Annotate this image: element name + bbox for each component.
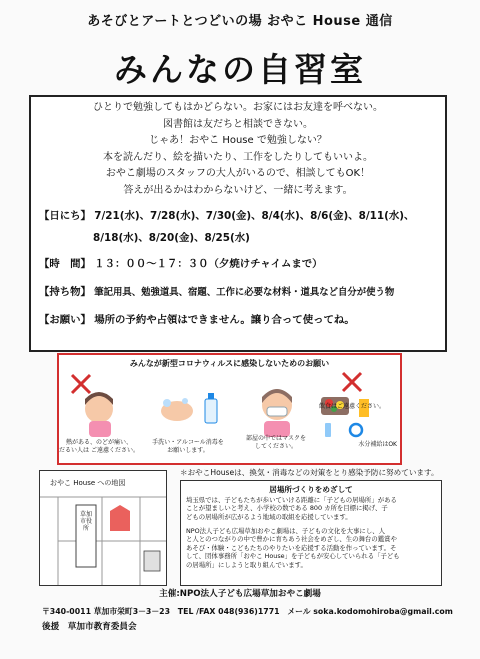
intro-line: 図書館は友だちと相談できない。 bbox=[163, 118, 313, 130]
dates-value-2: 8/18(水)、8/20(金)、8/25(水) bbox=[93, 232, 250, 244]
mask-caption: 部屋の中ではマスクを してください。 bbox=[245, 435, 306, 450]
ibasho-line: と人とのつながりの中で豊かに育ちあう社会をめざし、生の舞台の鑑賞や bbox=[186, 535, 397, 544]
ibasho-para-2 bbox=[186, 527, 438, 569]
intro-line: おやこ劇場のスタッフの大人がいるので、相談してもOK！ bbox=[105, 168, 371, 180]
handwash-icon bbox=[161, 393, 217, 423]
ibasho-line: どもの居場所が広がるよう地域の取組を応援しています。 bbox=[186, 512, 352, 521]
ibasho-line: ことが望ましいと考え、小学校の数である 800 カ所を目標に掲げ、子 bbox=[186, 504, 388, 513]
ibasho-line: NPO法人子ども広場草加おやこ劇場は、子どもの文化を大事にし、人 bbox=[186, 527, 385, 535]
ibasho-box bbox=[180, 480, 442, 586]
request-row bbox=[39, 311, 355, 326]
intro-line: 本を読んだり、絵を描いたり、工作をしたりしてもいいよ。 bbox=[103, 151, 373, 163]
precaution-note: ＊おやこHouseは、換気・消毒などの対策をとり感染予防に努めています。 bbox=[180, 468, 439, 477]
covid-request-box bbox=[57, 353, 402, 465]
dates-value: 7/21(水)、7/28(水)、7/30(金)、8/4(水)、8/6(金)、8/11(水)、 bbox=[94, 210, 415, 222]
items-label: 【持ち物】 bbox=[39, 286, 91, 298]
handwash-caption: 手洗い・アルコール消毒を お願いします。 bbox=[152, 439, 224, 454]
ibasho-line: の居場所」にしようと取り組んでいます。 bbox=[186, 560, 307, 569]
map-box bbox=[39, 470, 167, 586]
dates-row bbox=[39, 207, 414, 222]
mask-person-icon bbox=[262, 389, 292, 437]
time-row bbox=[39, 255, 323, 270]
dates-row-2 bbox=[93, 229, 250, 244]
main-info-box bbox=[29, 95, 447, 352]
organizer: 主催:NPO法人子ども広場草加おやこ劇場 bbox=[159, 589, 321, 599]
time-label: 【時 間】 bbox=[39, 258, 91, 270]
intro-line: 答えが出るかはわからないけど、一緒に考えます。 bbox=[123, 184, 353, 196]
intro-line: じゃあ！おやこ House で勉強しない？ bbox=[149, 135, 327, 147]
items-value: 筆記用具、勉強道具、宿題、工作に必要な材料・道具など自分が使う物 bbox=[94, 287, 395, 298]
items-row bbox=[39, 283, 394, 298]
water-ok-icon bbox=[325, 423, 362, 437]
food-caption: 飲食はご遠慮ください。 bbox=[318, 403, 385, 410]
city-hall-label: 草加市役所 bbox=[80, 511, 93, 532]
fever-person-icon bbox=[72, 375, 113, 437]
ibasho-title: 居場所づくりをめざして bbox=[269, 485, 353, 494]
request-value: 場所の予約や占領はできません。譲り合って使ってね。 bbox=[94, 314, 355, 326]
ibasho-line: あそび・体験・こどもたちのやりたいを応援する活動を作っています。そ bbox=[186, 543, 397, 552]
supertitle: あそびとアートとつどいの場 おやこ House 通信 bbox=[87, 14, 393, 29]
ibasho-para-1 bbox=[186, 496, 438, 521]
sponsor: 後援 草加市教育委員会 bbox=[42, 622, 137, 632]
water-caption: 水分補給はOK bbox=[358, 441, 397, 448]
fever-caption: 熱がある、のどが痛い、 だるい人は ご遠慮ください。 bbox=[59, 439, 139, 454]
map-title: おやこ House への地図 bbox=[50, 479, 126, 487]
request-label: 【お願い】 bbox=[39, 314, 91, 326]
dates-label: 【日にち】 bbox=[39, 210, 91, 222]
map-drawing bbox=[40, 471, 166, 585]
ibasho-line: 埼玉県では、子どもたちが歩いていける距離に「子どもの居場所」がある bbox=[186, 496, 397, 504]
covid-title: みんなが新型コロナウィルスに感染しないためのお願い bbox=[129, 359, 330, 368]
contact-address: 〒340-0011 草加市栄町3－3－23 TEL /FAX 048(936)1771 メール soka.kodomohiroba@gmail.com bbox=[42, 607, 453, 616]
intro-line: ひとりで勉強してもはかどらない。お家にはお友達を呼べない。 bbox=[93, 102, 383, 113]
time-value: １３：００～１７：３０（夕焼けチャイムまで） bbox=[94, 258, 323, 270]
page-title: みんなの自習室 bbox=[114, 50, 366, 89]
intro-text bbox=[31, 100, 445, 200]
ibasho-line: して、団体事務所「おやこ House」を子どもが安心していられる「子ども bbox=[186, 552, 400, 561]
